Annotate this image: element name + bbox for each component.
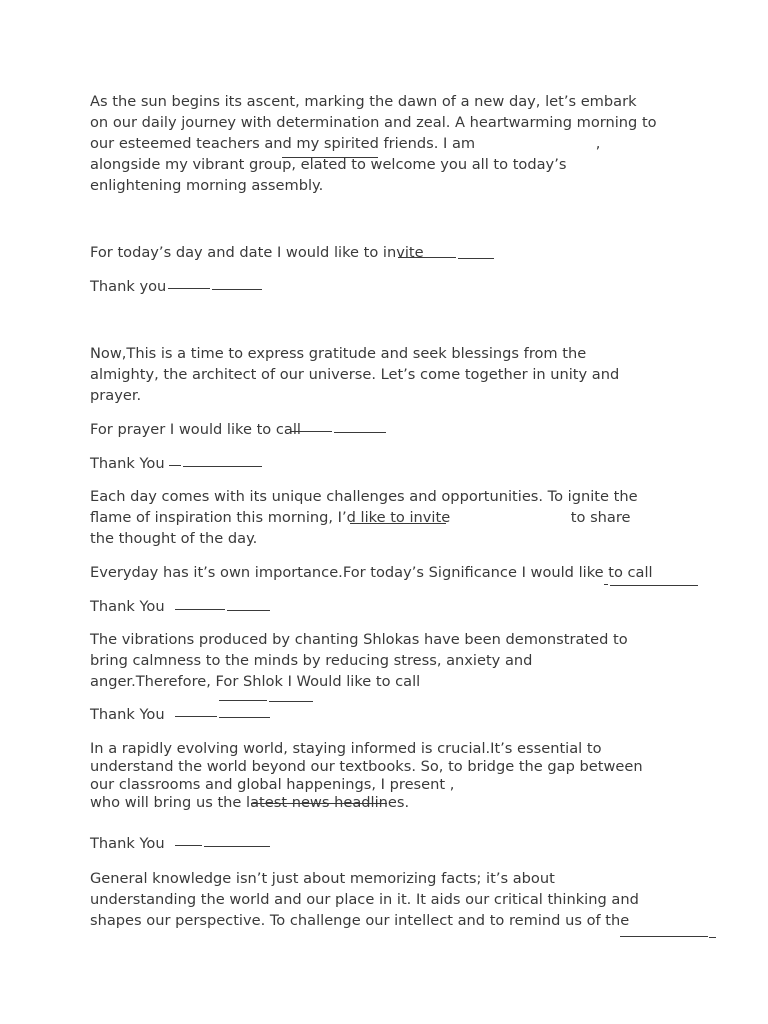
gk-line: shapes our perspective. To challenge our intellect and to remind us of the: [90, 912, 630, 929]
blank-line: [458, 258, 494, 259]
shlok-line: bring calmness to the minds by reducing stress, anxiety and: [90, 652, 533, 669]
strike-line: [282, 157, 378, 158]
intro-line: our esteemed teachers and my spirited friends. I am ,: [90, 135, 601, 152]
blank-line: [204, 846, 270, 847]
shlok-paragraph: [90, 629, 628, 692]
strike-line: [251, 803, 387, 804]
prayer-intro-line: almighty, the architect of our universe. Let’s come together in unity and: [90, 366, 620, 383]
blank-line: [183, 466, 262, 467]
prayer-intro-line: prayer.: [90, 387, 142, 404]
thought-line: flame of inspiration this morning, I’d like to invite to share: [90, 509, 631, 526]
thought-line: Each day comes with its unique challenges and opportunities. To ignite the: [90, 488, 638, 505]
intro-line: enlightening morning assembly.: [90, 177, 324, 194]
thank-you-3: Thank You: [90, 598, 165, 615]
prayer-call: For prayer I would like to call: [90, 421, 301, 438]
blank-line: [227, 610, 270, 611]
blank-line: [175, 609, 225, 610]
blank-line: [169, 465, 181, 466]
thank-you-5: Thank You: [90, 835, 165, 852]
thank-you-4: Thank You: [90, 706, 165, 723]
gk-line: General knowledge isn’t just about memorizing facts; it’s about: [90, 870, 555, 887]
blank-line: [212, 289, 262, 290]
blank-line: [709, 937, 716, 938]
day-date-paragraph: For today’s day and date I would like to invite: [90, 244, 424, 261]
prayer-intro-line: Now,This is a time to express gratitude and seek blessings from the: [90, 345, 587, 362]
significance-paragraph: Everyday has it’s own importance.For today’s Significance I would like to call: [90, 564, 653, 581]
blank-line: [620, 936, 708, 937]
thank-you-1: Thank you: [90, 278, 167, 295]
news-paragraph: [90, 740, 643, 812]
gk-paragraph: [90, 868, 639, 931]
blank-line: [398, 257, 456, 258]
news-line: who will bring us the latest news headlines.: [90, 794, 410, 811]
blank-line: [334, 432, 386, 433]
gk-line: understanding the world and our place in it. It aids our critical thinking and: [90, 891, 639, 908]
blank-line: [290, 431, 332, 432]
intro-line: on our daily journey with determination and zeal. A heartwarming morning to: [90, 114, 657, 131]
blank-line: [604, 584, 608, 585]
blank-line: [350, 523, 446, 524]
blank-line: [269, 701, 313, 702]
blank-line: [168, 288, 210, 289]
intro-line: As the sun begins its ascent, marking the dawn of a new day, let’s embark: [90, 93, 637, 110]
thought-paragraph: [90, 486, 638, 549]
blank-line: [175, 845, 202, 846]
blank-line: [175, 716, 217, 717]
shlok-line: The vibrations produced by chanting Shlokas have been demonstrated to: [90, 631, 628, 648]
prayer-intro-paragraph: [90, 343, 619, 406]
blank-line: [219, 700, 267, 701]
shlok-line: anger.Therefore, For Shlok I Would like to call: [90, 673, 421, 690]
intro-paragraph: [90, 91, 657, 196]
news-line: In a rapidly evolving world, staying informed is crucial.It’s essential to: [90, 740, 602, 757]
news-line: understand the world beyond our textbooks. So, to bridge the gap between: [90, 758, 643, 775]
blank-line: [219, 717, 270, 718]
blank-line: [610, 585, 698, 586]
thought-line: the thought of the day.: [90, 530, 258, 547]
thank-you-2: Thank You: [90, 455, 165, 472]
intro-line: alongside my vibrant group, elated to welcome you all to today’s: [90, 156, 567, 173]
news-line: our classrooms and global happenings, I present ,: [90, 776, 455, 793]
